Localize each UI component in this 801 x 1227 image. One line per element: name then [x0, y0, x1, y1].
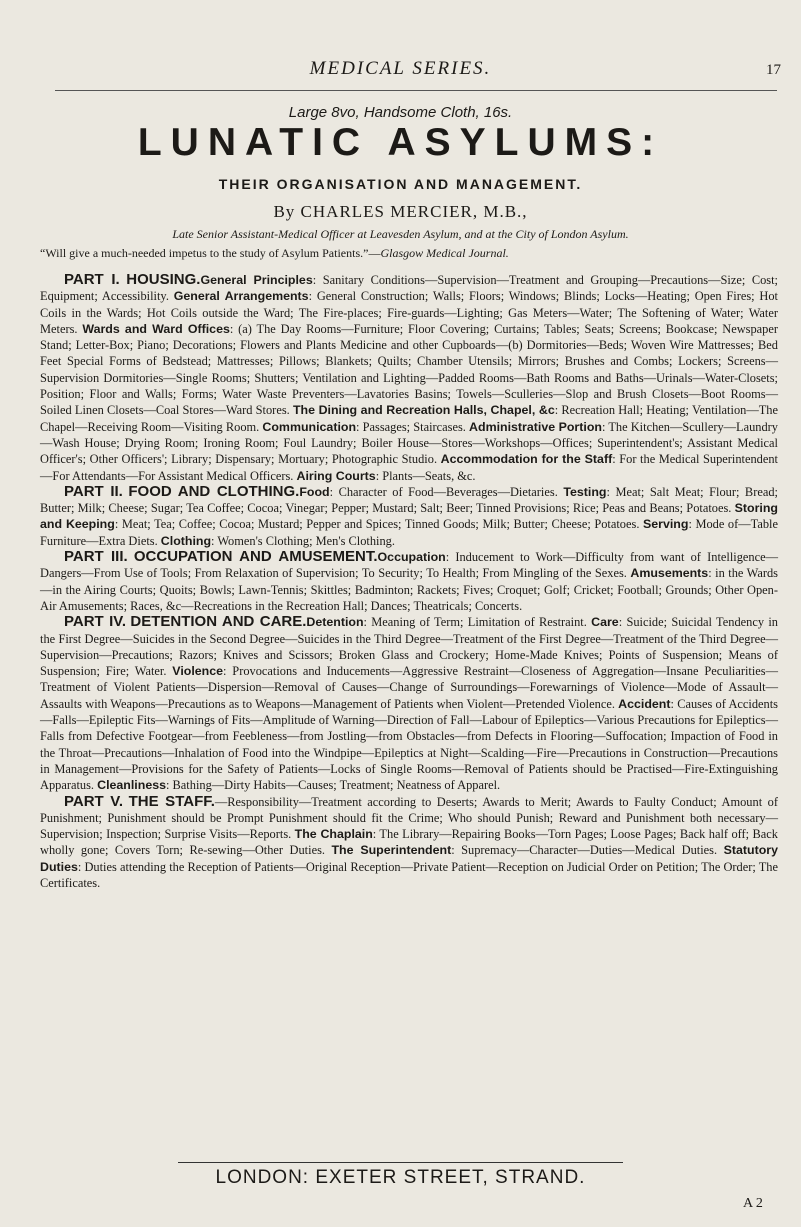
review-quote	[40, 246, 780, 261]
part-title: THE STAFF.	[128, 792, 215, 810]
section-keyword: The Dining and Recreation Halls, Chapel, &c	[292, 403, 555, 418]
quote-source: Glasgow Medical Journal.	[380, 246, 509, 260]
page-number: 17	[766, 62, 781, 78]
section-text: : Meat; Tea; Coffee; Cocoa; Mustard; Pepper and Spices; Tinned Goods; Milk; Butter; Cheese; Potatoes.	[114, 517, 643, 532]
section-text: : For the Medical Superintendent—For Attendants—For Assistant Medical Officers.	[40, 452, 779, 483]
section-keyword: Cleanliness	[97, 778, 166, 793]
section-keyword: Care	[591, 615, 619, 630]
section-text: : Provocations and Inducements—Aggressive Restraint—Closeness of Aggregation—Insane Peculiarities—Treatment of Violent Patients—Dispersion—Removal of Causes—Change of Surroundings—Forewarnings of Violence—Mode of Assault—Assaults with Weapons—Precautions as to Weapons—Management of Patients when Violent—Pretended Violence.	[40, 664, 778, 711]
section-text: : Duties attending the Reception of Patients—Original Reception—Private Patient—Reception on Judicial Order on Petition; The Order; The Certificates.	[40, 859, 778, 890]
footer-rule	[178, 1162, 623, 1163]
section-keyword: Clothing	[160, 533, 212, 548]
section-keyword: Statutory Duties	[40, 843, 778, 874]
publisher-imprint: LONDON: EXETER STREET, STRAND.	[215, 1167, 586, 1188]
section-text: : Character of Food—Beverages—Dietaries.	[329, 484, 564, 499]
section-keyword: Violence	[172, 664, 224, 679]
section-keyword: General Principles	[200, 273, 313, 287]
section-keyword: Communication	[262, 419, 357, 434]
part-paragraph	[40, 794, 778, 892]
section-keyword: The Chaplain	[294, 827, 373, 842]
header-rule	[55, 90, 777, 91]
part-title: OCCUPATION AND AMUSEMENT.	[133, 548, 378, 566]
part-title: FOOD AND CLOTHING.	[128, 482, 300, 500]
running-header: MEDICAL SERIES.	[309, 58, 492, 79]
book-subtitle: THEIR ORGANISATION AND MANAGEMENT.	[218, 176, 583, 192]
section-text: : Recreation Hall; Heating; Ventilation—The Chapel—Receiving Room—Visiting Room.	[40, 403, 778, 434]
section-keyword: Airing Courts	[296, 468, 376, 483]
section-keyword: Serving	[642, 517, 689, 532]
edition-info: Large 8vo, Handsome Cloth, 16s.	[288, 104, 513, 121]
author-credentials: Late Senior Assistant-Medical Officer at Leavesden Asylum, and at the City of London Asylum.	[172, 227, 629, 241]
section-keyword: Administrative Portion	[469, 419, 602, 434]
part-paragraph	[40, 484, 778, 549]
section-keyword: Testing	[563, 484, 607, 499]
part-label: PART III.	[64, 548, 128, 566]
section-keyword: Wards and Ward Offices	[82, 321, 230, 336]
section-keyword: Food	[299, 484, 330, 499]
book-title: LUNATIC ASYLUMS:	[137, 121, 664, 164]
section-text: : Sanitary Conditions—Supervision—Treatment and Grouping—Precautions—Size; Cost; Equipment; Accessibility.	[40, 273, 778, 304]
section-text: : Supremacy—Character—Duties—Medical Duties.	[451, 843, 724, 858]
section-text: : (a) The Day Rooms—Furniture; Floor Covering; Curtains; Tables; Seats; Screens; Bookcase; Newspaper Stand; Letter-Box; Piano; Decorations; Flowers and Plants Medicine and other Cupboards—(b) Dormitories—Beds; Woven Wire Mattresses; Bed Feet Special Forms of Bedstead; Mattresses; Pillows; Blankets; Quilts; Chamber Utensils; Mirrors; Brushes and Combs; Lockers; Screens—Supervision Dormitories—Single Rooms; Shutters; Ventilation and Lighting—Padded Rooms—Bath Rooms and Baths—Urinals—Water-Closets; Position; Floor and Walls; Forms; Water Waste Preventers—Lavatories Basins; Towels—Sculleries—Slop and Brush Closets—Boot Rooms—Soiled Linen Closets—Coal Stores—Ward Stores.	[40, 321, 778, 418]
author-line: By CHARLES MERCIER, M.B.,	[273, 202, 528, 221]
section-keyword: Detention	[306, 615, 364, 630]
section-keyword: Occupation	[377, 550, 446, 565]
section-text: : Plants—Seats, &c.	[375, 468, 476, 483]
contents-body	[40, 272, 778, 891]
part-label: PART V.	[64, 792, 124, 810]
part-title: HOUSING.	[126, 271, 201, 288]
section-text: : Passages; Staircases.	[356, 419, 470, 434]
section-text: : Causes of Accidents—Falls—Epileptic Fits—Warnings of Fits—Amplitude of Warning—Direction of Fall—Labour of Epileptics—Various Precautions for Epileptics—Falls from Defective Footgear—from Feebleness—from Jostling—from Obstacles—from Defects in Flooring—Suffocation; Impaction of Food in the Throat—Precautions—Inhalation of Food into the Windpipe—Epileptics at Night—Scalding—Fire—Precautions in Construction—Precautions in Management—Provisions for the Safety of Patients—Locks of Single Rooms—Removal of Patients should be Practised—Fire-Extinguishing Apparatus.	[40, 696, 778, 793]
quote-text: “Will give a much-needed impetus to the study of Asylum Patients.”—	[40, 246, 381, 260]
section-text: : Bathing—Dirty Habits—Causes; Treatment; Neatness of Apparel.	[166, 778, 501, 793]
section-text: : Inducement to Work—Difficulty from want of Intelligence—Dangers—From Use of Tools; From Relaxation of Supervision; To Security; To Health; From Mingling of the Sexes.	[40, 550, 778, 581]
signature-mark: A 2	[743, 1196, 763, 1211]
section-text: : in the Wards—in the Airing Courts; Quoits; Bowls; Lawn-Tennis; Skittles; Badminton; Rackets; Fives; Croquet; Golf; Cricket; Football; Grounds; Other Open-Air Amusements; Races, &c—Recreations in the Recreation Hall; Dances; Theatricals; Concerts.	[40, 566, 778, 613]
section-text: : Meat; Salt Meat; Flour; Bread; Butter; Milk; Cheese; Sugar; Tea Coffee; Cocoa; Vinegar; Pepper; Mustard; Salt; Beer; Tinned Provisions; Rice; Peas and Beans; Potatoes.	[40, 484, 778, 516]
part-title: DETENTION AND CARE.	[130, 613, 307, 631]
section-keyword: General Arrangements	[173, 289, 309, 304]
section-keyword: Accident	[618, 696, 671, 711]
part-label: PART I.	[64, 271, 120, 288]
section-text: : Suicide; Suicidal Tendency in the First Degree—Suicides in the Second Degree—Suicides in the Third Degree—Treatment of the First Degree—Treatment of the Third Degree—Supervision—Precautions; Razors; Knives and Scissors; Broken Glass and Crockery; Home-Made Knives; Points of Suspension; Means of Suspension; Fire; Water.	[40, 615, 778, 679]
section-text: —Responsibility—Treatment according to Deserts; Awards to Merit; Awards to Faulty Conduct; Amount of Punishment; Punishment should be Prompt Punishment should fit the Crime; Who should Punish; Reward and Punishment both necessary—Supervision; Inspection; Surprise Visits—Reports.	[40, 794, 778, 842]
section-text: : Mode of—Table Furniture—Extra Diets.	[40, 517, 778, 548]
part-label: PART IV.	[64, 613, 127, 631]
section-text: : Women's Clothing; Men's Clothing.	[211, 533, 395, 548]
section-text: : General Construction; Walls; Floors; Windows; Blinds; Locks—Heating; Open Fires; Hot Coils in the Wards; Hot Coils outside the Ward; The Fire-places; Fire-guards—Lighting; Gas Meters—Water; The Softening of Water; Water Meters.	[40, 289, 778, 336]
section-keyword: Amusements	[630, 566, 709, 581]
section-text: : The Kitchen—Scullery—Laundry—Wash House; Drying Room; Ironing Room; Foul Laundry; Boiler House—Stores—Workshops—Offices; Superintendent's; Assistant Medical Officer's; Other Officers'; Library; Dispensary; Mortuary; Photographic Studio.	[40, 419, 779, 467]
part-paragraph	[40, 549, 778, 614]
part-paragraph	[40, 272, 778, 484]
part-paragraph	[40, 614, 778, 793]
section-keyword: Storing and Keeping	[40, 501, 778, 532]
section-keyword: Accommodation for the Staff	[440, 452, 613, 467]
part-label: PART II.	[64, 482, 123, 500]
section-text: : Meaning of Term; Limitation of Restraint.	[363, 615, 592, 630]
section-text: : The Library—Repairing Books—Torn Pages; Loose Pages; Back half off; Back wholly gone; Covers Torn; Re-sewing—Other Duties.	[40, 827, 779, 858]
section-keyword: The Superintendent	[331, 843, 452, 858]
